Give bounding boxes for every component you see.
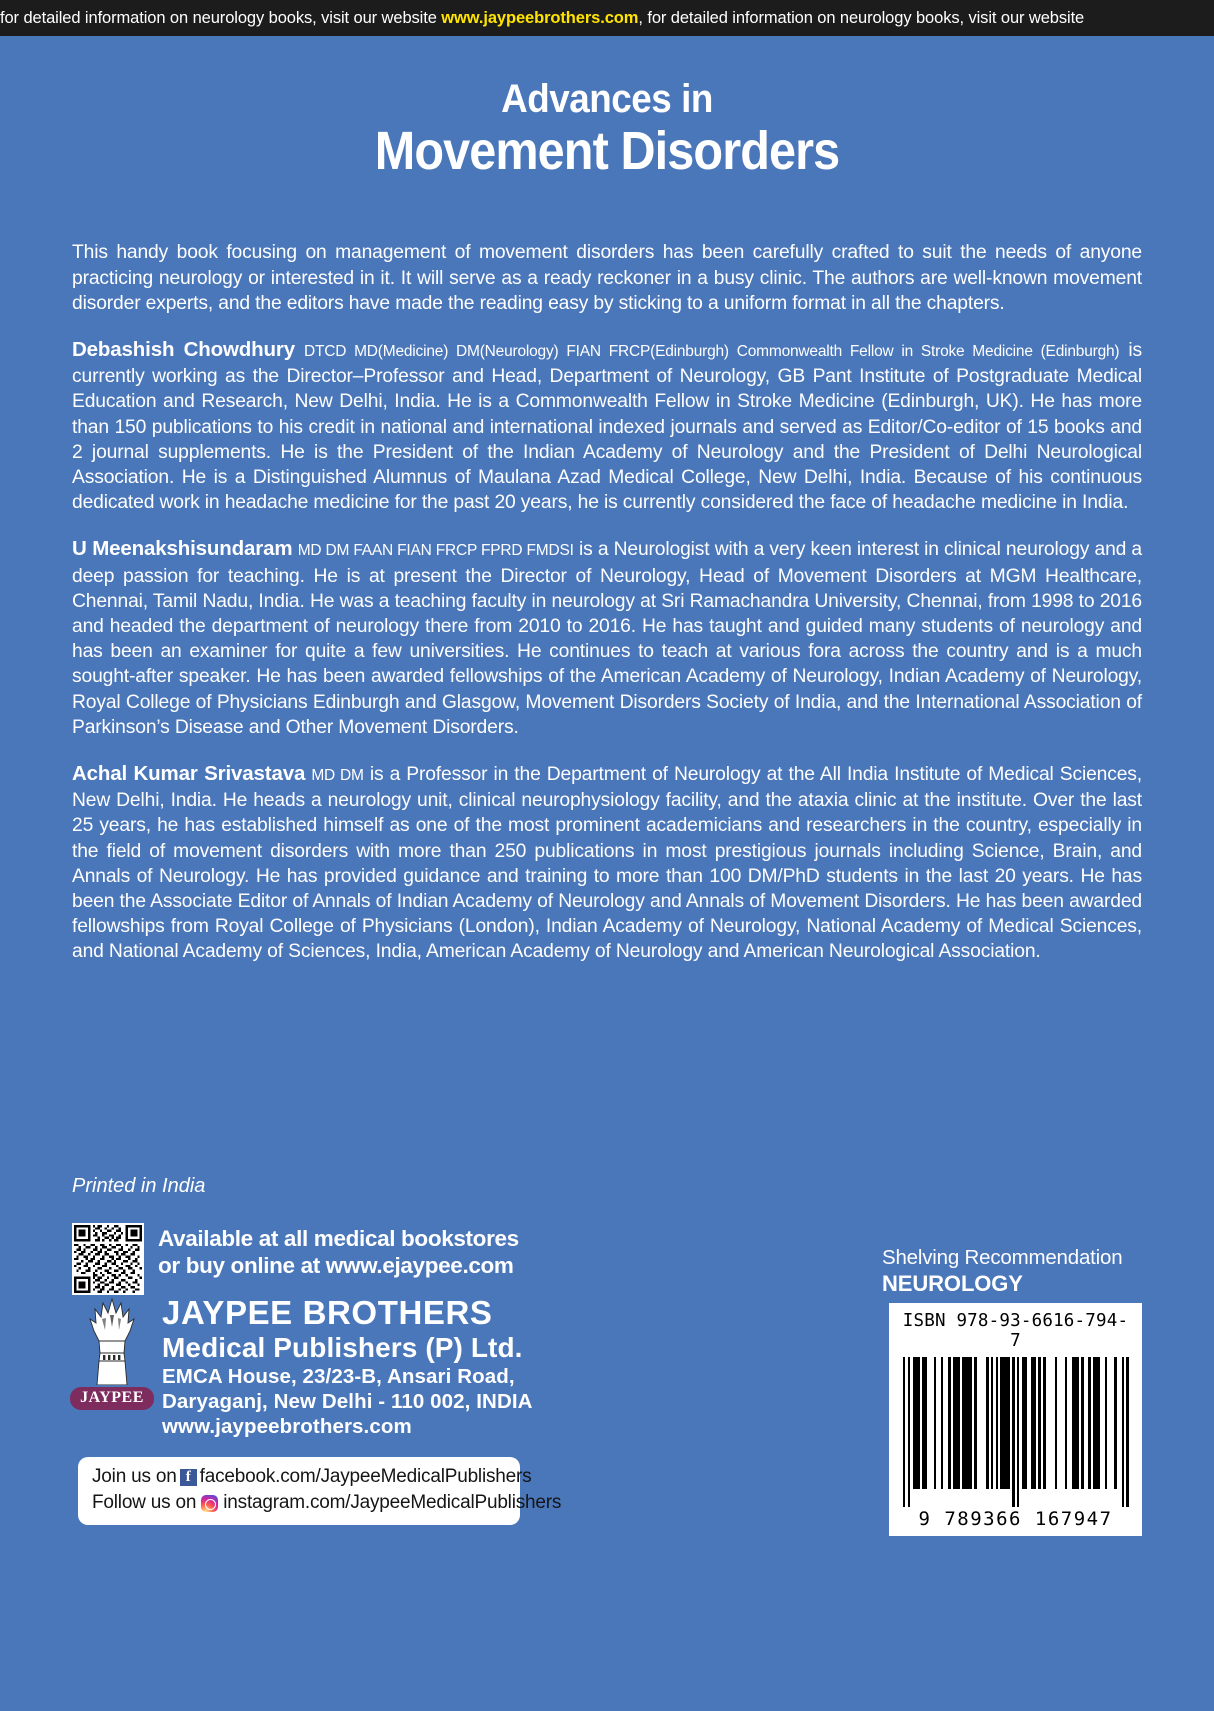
title-line-2: Movement Disorders (374, 121, 840, 181)
barcode-bars (899, 1357, 1132, 1507)
banner-text-before: for detailed information on neurology books, visit our website (0, 9, 442, 27)
banner-website-link[interactable]: www.jaypeebrothers.com (441, 9, 639, 27)
publisher-name: JAYPEE BROTHERS (162, 1294, 493, 1331)
availability-line-2: or buy online at www.ejaypee.com (158, 1253, 514, 1278)
facebook-icon[interactable]: f (180, 1469, 197, 1486)
isbn-barcode-box (889, 1303, 1142, 1536)
jaypee-badge: JAYPEE (70, 1387, 154, 1410)
facebook-url[interactable]: facebook.com/JaypeeMedicalPublishers (199, 1466, 532, 1487)
qr-code-icon[interactable] (72, 1223, 144, 1295)
jaypee-llama-icon (81, 1297, 143, 1385)
author-credentials-3: MD DM (311, 766, 364, 784)
author-bio-text-2: is a Neurologist with a very keen interest in clinical neurology and a deep passion for teaching. He is at present the Director of Neurology, Head of Movement Disorders at MGM Healthcare, Chennai, Tamil Nadu, India. He was a teaching faculty in neurology at Sri Ramachandra University, Chennai, from 1998 to 2016 and headed the department of neurology there from 2010 to 2016. He has taught and guided many students of neurology and has been an examiner for quite a few universities. He continues to teach at various fora across the country and is a much sought-after speaker. He has been awarded fellowships of the American Academy of Neurology, Indian Academy of Neurology, Royal College of Physicians Edinburgh and Glasgow, Movement Disorders Society of India, and the International Association of Parkinson’s Disease and Other Movement Disorders. (72, 539, 1143, 738)
title-line-1: Advances in (501, 77, 713, 121)
author-name-3: Achal Kumar Srivastava (72, 761, 306, 785)
banner-text-after: , for detailed information on neurology books, visit our website (638, 9, 1085, 27)
author-name-1: Debashish Chowdhury (72, 337, 296, 361)
publisher-address-line-1: EMCA House, 23/23-B, Ansari Road, (162, 1365, 515, 1388)
ean-digits: 9 789366 167947 (918, 1508, 1113, 1530)
author-credentials-2: MD DM FAAN FIAN FRCP FPRD FMDSI (297, 542, 574, 560)
shelving-value: NEUROLOGY (882, 1271, 1023, 1296)
author-bio-3 (72, 761, 1142, 965)
facebook-line[interactable] (92, 1464, 532, 1490)
instagram-line[interactable] (92, 1490, 562, 1516)
publisher-text (162, 1293, 533, 1439)
top-marquee-banner (0, 0, 1214, 36)
shelving-label: Shelving Recommendation (882, 1246, 1123, 1269)
shelving-recommendation (882, 1245, 1142, 1297)
availability-text (158, 1223, 519, 1279)
publisher-block (72, 1293, 533, 1439)
publisher-subtitle: Medical Publishers (P) Ltd. (162, 1332, 523, 1363)
availability-row (72, 1223, 519, 1295)
author-credentials-1: DTCD MD(Medicine) DM(Neurology) FIAN FRCP(Edinburgh) Commonwealth Fellow in Stroke Medicine (Edinburgh) (303, 342, 1120, 360)
instagram-icon[interactable] (201, 1495, 218, 1512)
availability-line-1: Available at all medical bookstores (158, 1226, 519, 1251)
instagram-prefix: Follow us on (92, 1492, 197, 1513)
author-bio-text-1: is currently working as the Director–Professor and Head, Department of Neurology, GB Pant Institute of Postgraduate Medical Education and Research, New Delhi, India. He is a Commonwealth Fellow in Stroke Medicine (Edinburgh, UK). He has more than 150 publications to his credit in national and international indexed journals and served as Editor/Co-editor of 15 books and 2 journal supplements. He is the President of the Indian Academy of Neurology and the President of Delhi Neurological Association. He is a Distinguished Alumnus of Maulana Azad Medical College, New Delhi, India. Because of his continuous dedicated work in headache medicine for the past 20 years, he is currently considered the face of headache medicine in India. (72, 339, 1142, 514)
printed-in-label: Printed in India (72, 1175, 206, 1197)
publisher-logo (72, 1293, 152, 1410)
publisher-website[interactable]: www.jaypeebrothers.com (162, 1415, 412, 1438)
facebook-prefix: Join us on (92, 1466, 177, 1487)
author-bio-text-3: is a Professor in the Department of Neurology at the All India Institute of Medical Sciences, New Delhi, India. He heads a neurology unit, clinical neurophysiology facility, and the ataxia clinic at the institute. Over the last 25 years, he has established himself as one of the most prominent academicians and researchers in the country, especially in the field of movement disorders with more than 250 publications in most prestigious journals including Science, Brain, and Annals of Neurology. He has provided guidance and training to more than 100 DM/PhD students in the last 20 years. He has been the Associate Editor of Annals of Indian Academy of Neurology and Annals of Movement Disorders. He has been awarded fellowships from Royal College of Physicians (London), Indian Academy of Neurology, National Academy of Medical Sciences, and National Academy of Sciences, India, American Academy of Neurology and American Neurological Association. (72, 763, 1142, 963)
blurb-paragraph: This handy book focusing on management of movement disorders has been carefully crafted to suit the needs of anyone practicing neurology or interested in it. It will serve as a ready reckoner in a busy clinic. The authors are well-known movement disorder experts, and the editors have made the reading easy by sticking to a uniform format in all the chapters. (72, 242, 1142, 314)
author-name-2: U Meenakshisundaram (72, 537, 293, 561)
author-bio-2 (72, 536, 1142, 740)
social-links-box (78, 1457, 562, 1525)
author-bio-1 (72, 337, 1142, 515)
instagram-url[interactable]: instagram.com/JaypeeMedicalPublishers (223, 1492, 562, 1513)
publisher-address-line-2: Daryaganj, New Delhi - 110 002, INDIA (162, 1390, 533, 1413)
cover-copy (72, 240, 1142, 964)
isbn-text: ISBN 978-93-6616-794-7 (902, 1311, 1129, 1351)
book-title (72, 36, 1142, 180)
